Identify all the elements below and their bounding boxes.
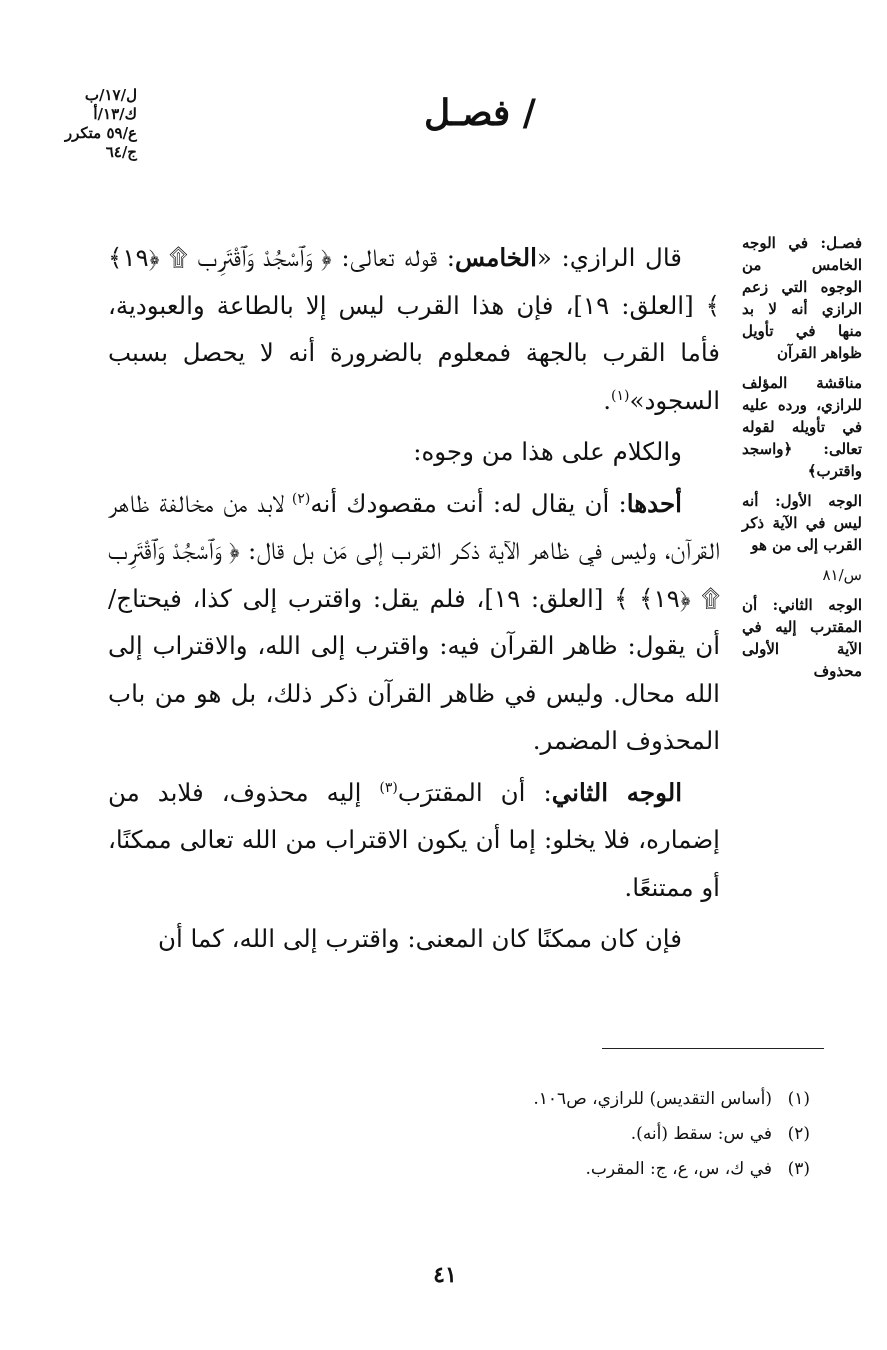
text-run: : أن المقترَب	[397, 777, 552, 807]
bold-label: الخامس	[454, 243, 537, 272]
ms-ref: ج/٦٤	[105, 143, 137, 161]
margin-note: الوجه الثاني: أن المقترب إليه في الآية الأولى محذوف	[742, 596, 862, 680]
footnote	[380, 1152, 810, 1187]
text-run: لابد من مخالفة ظاهر القرآن، وليس في ظاهر الآية ذكر القرب إلى مَن بل قال: ﴿ وَٱسْجُدْ وَٱقْتَرِب ۩ ﴿١٩﴾ ﴾ [العلق: ١٩]، فلم يقل: واقترب إلى كذا، فيحتاج/ أن يقول: ظاهر القرآن فيه: واقترب إلى الله، والاقتراب إلى الله محال. وليس في ظاهر القرآن ذكر ذلك، بل هو من باب المحذوف المضمر.	[108, 488, 720, 755]
text-run: والكلام على هذا من وجوه:	[413, 437, 682, 466]
ms-ref: ل/١٧/ب	[84, 86, 137, 104]
ms-ref: ك/١٣/أ	[93, 105, 137, 123]
footnote-ref[interactable]: (٣)	[379, 779, 398, 796]
footnote-text: في ك، س، ع، ج: المقرب.	[585, 1159, 772, 1179]
text-run: .	[603, 385, 612, 415]
margin-note: مناقشة المؤلف للرازي، ورده عليه في تأويله لقوله تعالى: ﴿واسجد واقترب﴾	[742, 374, 862, 480]
text-run: : قوله تعالى: ﴿ وَٱسْجُدْ وَٱقْتَرِب ۩ ﴿١٩﴾ ﴾ [العلق: ١٩]، فإن هذا القرب ليس إلا بالطاعة والعبودية، فأما القرب بالجهة فمعلوم بالضرورة أنه لا يحصل بسبب السجود»	[108, 243, 720, 415]
paragraph	[108, 428, 720, 476]
footnote-text: (أساس التقديس) للرازي، ص١٠٦.	[533, 1089, 772, 1109]
bold-label: أحدها	[626, 488, 682, 518]
margin-siglum: س/٨١	[822, 566, 862, 584]
footnote-number: (١)	[787, 1089, 810, 1109]
text-run: إليه محذوف، فلابد من إضماره، فلا يخلو: إما أن يكون الاقتراب من الله تعالى ممكنًا، أو ممتنعًا.	[108, 777, 720, 902]
paragraph	[108, 480, 720, 765]
section-heading: / فصـل	[424, 92, 536, 134]
paragraph	[108, 234, 720, 424]
paragraph	[108, 769, 720, 912]
margin-note: الوجه الأول: أنه ليس في الآية ذكر القرب إلى من هو	[742, 492, 862, 554]
text-run: قال الرازي: «	[536, 243, 682, 272]
footnote-text: في س: سقط (أنه).	[630, 1124, 772, 1144]
footnote	[380, 1117, 810, 1152]
ms-ref: ع/٥٩ متكرر	[64, 124, 137, 142]
footnote-ref[interactable]: (٢)	[291, 490, 311, 507]
manuscript-references	[27, 86, 137, 162]
footnote-ref[interactable]: (١)	[611, 387, 630, 404]
footnote-divider	[602, 1048, 824, 1049]
page-number: ٤١	[433, 1262, 457, 1288]
bold-label: الوجه الثاني	[551, 777, 682, 807]
text-run: فإن كان ممكنًا كان المعنى: واقترب إلى الله، كما أن	[157, 924, 682, 953]
footnote	[380, 1082, 810, 1117]
main-text	[108, 230, 720, 963]
text-run: : أن يقال له: أنت مقصودك أنه	[310, 488, 627, 518]
margin-note: فصـل: في الوجه الخامس من الوجوه التي زعم الرازي أنه لا بد منها في تأويل ظواهر القرآن	[742, 234, 862, 362]
footnote-number: (٣)	[787, 1159, 810, 1179]
footnote-number: (٢)	[787, 1124, 810, 1144]
paragraph	[108, 915, 720, 963]
footnotes	[380, 1082, 810, 1187]
marginal-notes	[742, 232, 862, 690]
